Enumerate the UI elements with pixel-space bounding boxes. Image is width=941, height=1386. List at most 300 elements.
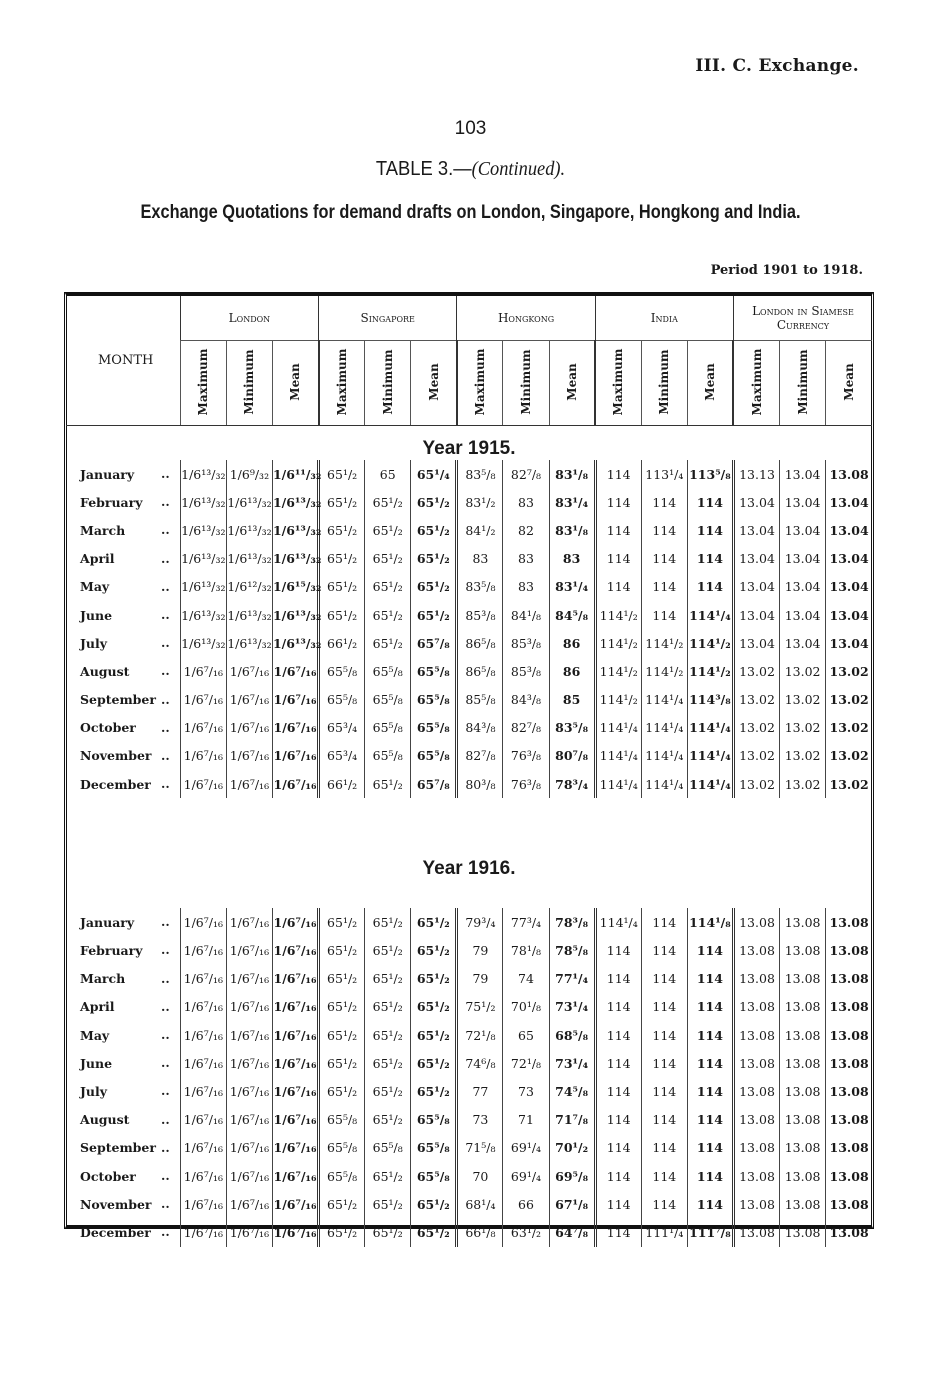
value-cell-siamese-currency-mean: 13.08 [826,908,872,936]
value-cell-hongkong-minimum: 65 [503,1021,549,1049]
value-cell-london-mean: 1/6⁷/₁₆ [272,936,318,964]
value-cell-siamese-currency-minimum: 13.02 [780,714,826,742]
value-cell-london-minimum: 1/6¹³/₃₂ [226,601,272,629]
value-cell-india-minimum: 114 [641,1021,687,1049]
value-cell-hongkong-mean: 86 [549,657,595,685]
value-cell-india-mean: 114 [687,1106,733,1134]
value-cell-singapore-minimum: 65¹/₂ [365,1077,411,1105]
value-cell-hongkong-mean: 78⁵/₈ [549,936,595,964]
table-row [66,545,872,573]
month-cell [66,1162,180,1190]
value-cell-london-maximum: 1/6⁷/₁₆ [180,1077,226,1105]
value-cell-singapore-maximum: 65¹/₂ [319,516,365,544]
leader-dots: .. [161,635,170,651]
leader-dots: .. [161,663,170,679]
subheader-singapore-mean: Mean [411,341,457,426]
value-cell-india-maximum: 114 [595,1077,641,1105]
value-cell-india-mean: 114¹/₄ [687,714,733,742]
value-cell-singapore-maximum: 65¹/₂ [319,488,365,516]
value-cell-india-minimum: 114¹/₂ [641,657,687,685]
value-cell-london-maximum: 1/6⁷/₁₆ [180,1021,226,1049]
value-cell-london-maximum: 1/6¹³/₃₂ [180,460,226,488]
month-cell [66,460,180,488]
value-cell-siamese-currency-mean: 13.04 [826,601,872,629]
table-row [66,1077,872,1105]
value-cell-siamese-currency-maximum: 13.08 [733,1049,779,1077]
month-cell [66,573,180,601]
value-cell-siamese-currency-minimum: 13.04 [780,545,826,573]
value-cell-india-minimum: 111¹/₄ [641,1218,687,1246]
value-cell-hongkong-maximum: 79 [457,936,503,964]
value-cell-siamese-currency-mean: 13.04 [826,545,872,573]
value-cell-hongkong-minimum: 84¹/₈ [503,601,549,629]
subheader-hongkong-minimum: Minimum [503,341,549,426]
value-cell-siamese-currency-maximum: 13.08 [733,965,779,993]
value-cell-london-minimum: 1/6⁷/₁₆ [226,908,272,936]
value-cell-india-minimum: 114¹/₄ [641,714,687,742]
value-cell-hongkong-maximum: 83¹/₂ [457,488,503,516]
value-cell-london-mean: 1/6⁷/₁₆ [272,1162,318,1190]
value-cell-siamese-currency-minimum: 13.04 [780,516,826,544]
value-cell-india-maximum: 114¹/₂ [595,686,641,714]
value-cell-singapore-minimum: 65¹/₂ [365,1162,411,1190]
value-cell-london-minimum: 1/6⁷/₁₆ [226,770,272,798]
value-cell-hongkong-maximum: 71⁵/₈ [457,1134,503,1162]
value-cell-singapore-minimum: 65¹/₂ [365,993,411,1021]
value-cell-siamese-currency-mean: 13.02 [826,657,872,685]
value-cell-india-maximum: 114 [595,1106,641,1134]
value-cell-london-mean: 1/6⁷/₁₆ [272,657,318,685]
value-cell-london-minimum: 1/6⁷/₁₆ [226,1049,272,1077]
value-cell-london-mean: 1/6⁷/₁₆ [272,1106,318,1134]
value-cell-siamese-currency-maximum: 13.08 [733,1106,779,1134]
value-cell-singapore-mean: 65⁵/₈ [411,1162,457,1190]
value-cell-hongkong-minimum: 76³/₈ [503,770,549,798]
value-cell-singapore-maximum: 65³/₄ [319,714,365,742]
subheader-india-minimum: Minimum [641,341,687,426]
value-cell-singapore-minimum: 65⁵/₈ [365,742,411,770]
value-cell-hongkong-maximum: 85⁵/₈ [457,686,503,714]
value-cell-london-maximum: 1/6⁷/₁₆ [180,936,226,964]
value-cell-india-mean: 114 [687,545,733,573]
leader-dots: .. [161,691,170,707]
leader-dots: .. [161,776,170,792]
value-cell-london-mean: 1/6¹³/₃₂ [272,516,318,544]
value-cell-india-maximum: 114¹/₄ [595,714,641,742]
value-cell-india-mean: 114 [687,573,733,601]
month-cell [66,770,180,798]
table-row [66,1049,872,1077]
value-cell-london-maximum: 1/6⁷/₁₆ [180,993,226,1021]
value-cell-singapore-maximum: 65¹/₂ [319,573,365,601]
value-cell-london-maximum: 1/6¹³/₃₂ [180,601,226,629]
table-row [66,686,872,714]
value-cell-hongkong-mean: 73¹/₄ [549,993,595,1021]
value-cell-siamese-currency-mean: 13.08 [826,460,872,488]
value-cell-singapore-mean: 65¹/₂ [411,1218,457,1246]
table-row [66,742,872,770]
value-cell-india-mean: 111⁷/₈ [687,1218,733,1246]
value-cell-london-mean: 1/6¹³/₃₂ [272,545,318,573]
value-cell-siamese-currency-maximum: 13.08 [733,1021,779,1049]
value-cell-siamese-currency-maximum: 13.04 [733,545,779,573]
value-cell-india-maximum: 114¹/₂ [595,657,641,685]
leader-dots: .. [161,578,170,594]
leader-dots: .. [161,970,170,986]
value-cell-hongkong-maximum: 75¹/₂ [457,993,503,1021]
value-cell-london-maximum: 1/6⁷/₁₆ [180,1134,226,1162]
value-cell-siamese-currency-maximum: 13.02 [733,770,779,798]
value-cell-india-minimum: 114 [641,1162,687,1190]
value-cell-hongkong-maximum: 70 [457,1162,503,1190]
value-cell-singapore-maximum: 65¹/₂ [319,908,365,936]
value-cell-singapore-maximum: 65⁵/₈ [319,1134,365,1162]
value-cell-siamese-currency-mean: 13.08 [826,1049,872,1077]
value-cell-siamese-currency-minimum: 13.02 [780,770,826,798]
value-cell-singapore-maximum: 65¹/₂ [319,1190,365,1218]
subheader-india-maximum: Maximum [595,341,641,426]
month-cell [66,657,180,685]
value-cell-siamese-currency-minimum: 13.08 [780,965,826,993]
value-cell-hongkong-maximum: 86⁵/₈ [457,629,503,657]
table-row [66,1190,872,1218]
value-cell-india-mean: 114 [687,965,733,993]
value-cell-london-maximum: 1/6⁷/₁₆ [180,908,226,936]
value-cell-london-mean: 1/6¹⁵/₃₂ [272,573,318,601]
value-cell-london-minimum: 1/6⁷/₁₆ [226,1190,272,1218]
value-cell-hongkong-maximum: 66¹/₈ [457,1218,503,1246]
value-cell-hongkong-minimum: 69¹/₄ [503,1134,549,1162]
value-cell-india-maximum: 114 [595,1021,641,1049]
value-cell-siamese-currency-mean: 13.04 [826,573,872,601]
value-cell-singapore-minimum: 65 [365,460,411,488]
month-label: February [80,494,143,510]
value-cell-london-mean: 1/6¹³/₃₂ [272,488,318,516]
value-cell-hongkong-maximum: 83⁵/₈ [457,460,503,488]
table-row [66,1218,872,1246]
value-cell-singapore-minimum: 65¹/₂ [365,1106,411,1134]
value-cell-hongkong-minimum: 71 [503,1106,549,1134]
value-cell-singapore-mean: 65¹/₂ [411,1077,457,1105]
leader-dots: .. [161,1139,170,1155]
value-cell-siamese-currency-maximum: 13.08 [733,1218,779,1246]
value-cell-singapore-mean: 65¹/₂ [411,516,457,544]
value-cell-india-mean: 114¹/₄ [687,770,733,798]
value-cell-hongkong-mean: 83¹/₈ [549,460,595,488]
value-cell-siamese-currency-maximum: 13.04 [733,516,779,544]
value-cell-siamese-currency-maximum: 13.02 [733,686,779,714]
section-heading: III. C. Exchange. [695,56,859,76]
value-cell-siamese-currency-mean: 13.08 [826,1106,872,1134]
value-cell-india-mean: 114 [687,1134,733,1162]
value-cell-london-maximum: 1/6⁷/₁₆ [180,1162,226,1190]
leader-dots: .. [161,550,170,566]
value-cell-india-minimum: 114 [641,1190,687,1218]
month-cell [66,1190,180,1218]
value-cell-india-mean: 114 [687,1190,733,1218]
value-cell-siamese-currency-mean: 13.02 [826,686,872,714]
value-cell-singapore-mean: 65⁷/₈ [411,629,457,657]
table-row [66,770,872,798]
value-cell-london-minimum: 1/6⁷/₁₆ [226,1106,272,1134]
value-cell-singapore-maximum: 65¹/₂ [319,601,365,629]
leader-dots: .. [161,747,170,763]
table-row [66,516,872,544]
value-cell-hongkong-maximum: 79³/₄ [457,908,503,936]
value-cell-hongkong-minimum: 82⁷/₈ [503,460,549,488]
value-cell-siamese-currency-maximum: 13.04 [733,573,779,601]
subheader-india-mean: Mean [687,341,733,426]
table-row [66,488,872,516]
value-cell-india-maximum: 114 [595,545,641,573]
value-cell-london-minimum: 1/6⁷/₁₆ [226,1077,272,1105]
value-cell-london-mean: 1/6⁷/₁₆ [272,686,318,714]
value-cell-singapore-maximum: 65¹/₂ [319,545,365,573]
exchange-table [66,296,872,1247]
leader-dots: .. [161,1083,170,1099]
value-cell-siamese-currency-mean: 13.08 [826,1218,872,1246]
value-cell-siamese-currency-minimum: 13.02 [780,657,826,685]
month-label: September [80,692,156,708]
subheader-siamese-currency-maximum: Maximum [733,341,779,426]
value-cell-india-maximum: 114 [595,1049,641,1077]
value-cell-hongkong-mean: 78³/₈ [549,908,595,936]
value-cell-siamese-currency-maximum: 13.08 [733,993,779,1021]
value-cell-hongkong-minimum: 70¹/₈ [503,993,549,1021]
table-row [66,965,872,993]
value-cell-london-maximum: 1/6¹³/₃₂ [180,516,226,544]
value-cell-india-mean: 114¹/₈ [687,908,733,936]
value-cell-singapore-maximum: 66¹/₂ [319,770,365,798]
value-cell-siamese-currency-minimum: 13.08 [780,1162,826,1190]
table-row [66,573,872,601]
value-cell-siamese-currency-minimum: 13.02 [780,686,826,714]
value-cell-india-minimum: 114 [641,516,687,544]
value-cell-london-minimum: 1/6⁹/₃₂ [226,460,272,488]
value-cell-london-maximum: 1/6¹³/₃₂ [180,545,226,573]
value-cell-india-mean: 114¹/₄ [687,601,733,629]
month-label: November [80,1196,152,1212]
month-cell [66,1021,180,1049]
leader-dots: .. [161,606,170,622]
value-cell-india-maximum: 114¹/₂ [595,629,641,657]
value-cell-india-mean: 114 [687,488,733,516]
value-cell-hongkong-minimum: 73 [503,1077,549,1105]
value-cell-hongkong-minimum: 83 [503,488,549,516]
value-cell-siamese-currency-minimum: 13.08 [780,936,826,964]
value-cell-india-minimum: 114 [641,1106,687,1134]
month-cell [66,629,180,657]
value-cell-india-maximum: 114 [595,1134,641,1162]
group-header-london: London [180,296,318,341]
table-title [38,158,904,181]
value-cell-london-minimum: 1/6¹²/₃₂ [226,573,272,601]
value-cell-hongkong-minimum: 69¹/₄ [503,1162,549,1190]
value-cell-india-minimum: 114 [641,573,687,601]
group-header-siamese-currency: London in Siamese Currency [733,296,872,341]
subheader-hongkong-maximum: Maximum [457,341,503,426]
value-cell-india-maximum: 114 [595,1218,641,1246]
value-cell-london-mean: 1/6¹³/₃₂ [272,601,318,629]
value-cell-london-mean: 1/6⁷/₁₆ [272,1021,318,1049]
value-cell-london-maximum: 1/6⁷/₁₆ [180,1190,226,1218]
table-row [66,1106,872,1134]
leader-dots: .. [161,1196,170,1212]
value-cell-london-maximum: 1/6¹³/₃₂ [180,573,226,601]
value-cell-siamese-currency-mean: 13.02 [826,742,872,770]
value-cell-india-mean: 114 [687,1077,733,1105]
value-cell-london-maximum: 1/6¹³/₃₂ [180,488,226,516]
value-cell-london-minimum: 1/6⁷/₁₆ [226,686,272,714]
value-cell-siamese-currency-maximum: 13.04 [733,629,779,657]
value-cell-singapore-mean: 65⁵/₈ [411,742,457,770]
value-cell-london-mean: 1/6⁷/₁₆ [272,1077,318,1105]
value-cell-singapore-minimum: 65¹/₂ [365,573,411,601]
value-cell-siamese-currency-maximum: 13.08 [733,1162,779,1190]
value-cell-india-maximum: 114¹/₄ [595,770,641,798]
value-cell-hongkong-maximum: 73 [457,1106,503,1134]
value-cell-siamese-currency-minimum: 13.08 [780,1106,826,1134]
value-cell-singapore-mean: 65¹/₂ [411,936,457,964]
value-cell-india-maximum: 114 [595,1162,641,1190]
table-row [66,908,872,936]
value-cell-singapore-mean: 65¹/₂ [411,1190,457,1218]
value-cell-singapore-minimum: 65⁵/₈ [365,657,411,685]
value-cell-siamese-currency-maximum: 13.08 [733,1134,779,1162]
month-label: April [80,551,115,567]
leader-dots: .. [161,1167,170,1183]
value-cell-hongkong-mean: 83¹/₄ [549,488,595,516]
value-cell-hongkong-mean: 70¹/₂ [549,1134,595,1162]
value-cell-siamese-currency-maximum: 13.08 [733,936,779,964]
subheader-hongkong-mean: Mean [549,341,595,426]
value-cell-siamese-currency-minimum: 13.08 [780,1021,826,1049]
value-cell-london-mean: 1/6⁷/₁₆ [272,1049,318,1077]
value-cell-hongkong-minimum: 85³/₈ [503,629,549,657]
value-cell-london-minimum: 1/6⁷/₁₆ [226,936,272,964]
group-header-singapore: Singapore [319,296,457,341]
value-cell-hongkong-minimum: 66 [503,1190,549,1218]
value-cell-siamese-currency-maximum: 13.04 [733,601,779,629]
table-row [66,714,872,742]
table-row [66,993,872,1021]
leader-dots: .. [161,719,170,735]
value-cell-siamese-currency-minimum: 13.08 [780,1218,826,1246]
month-cell [66,965,180,993]
month-label: May [80,1027,110,1043]
value-cell-hongkong-mean: 74⁵/₈ [549,1077,595,1105]
table-row [66,1162,872,1190]
value-cell-siamese-currency-mean: 13.08 [826,1077,872,1105]
value-cell-india-minimum: 114¹/₄ [641,686,687,714]
value-cell-singapore-minimum: 65⁵/₈ [365,1134,411,1162]
value-cell-siamese-currency-mean: 13.04 [826,516,872,544]
table-row [66,601,872,629]
value-cell-hongkong-maximum: 85³/₈ [457,601,503,629]
month-label: August [80,663,130,679]
value-cell-india-mean: 114¹/₄ [687,742,733,770]
value-cell-singapore-maximum: 65¹/₂ [319,1218,365,1246]
month-cell [66,516,180,544]
value-cell-india-mean: 114 [687,1049,733,1077]
value-cell-siamese-currency-mean: 13.08 [826,1134,872,1162]
subheader-siamese-currency-minimum: Minimum [780,341,826,426]
value-cell-london-mean: 1/6⁷/₁₆ [272,714,318,742]
value-cell-hongkong-maximum: 84³/₈ [457,714,503,742]
month-label: June [80,1055,113,1071]
value-cell-singapore-minimum: 65¹/₂ [365,965,411,993]
table-row [66,657,872,685]
month-cell [66,686,180,714]
month-cell [66,1218,180,1246]
value-cell-singapore-maximum: 65⁵/₈ [319,1162,365,1190]
value-cell-singapore-mean: 65⁵/₈ [411,1134,457,1162]
value-cell-london-minimum: 1/6¹³/₃₂ [226,488,272,516]
value-cell-india-minimum: 114¹/₄ [641,742,687,770]
month-label: April [80,999,115,1015]
leader-dots: .. [161,998,170,1014]
value-cell-hongkong-mean: 77¹/₄ [549,965,595,993]
month-label: January [80,914,135,930]
value-cell-hongkong-minimum: 74 [503,965,549,993]
value-cell-hongkong-maximum: 77 [457,1077,503,1105]
value-cell-siamese-currency-minimum: 13.08 [780,993,826,1021]
value-cell-singapore-minimum: 65¹/₂ [365,908,411,936]
value-cell-siamese-currency-minimum: 13.08 [780,1190,826,1218]
month-label: May [80,579,110,595]
month-label: October [80,1168,136,1184]
value-cell-india-maximum: 114¹/₄ [595,908,641,936]
month-label: December [80,776,151,792]
value-cell-singapore-mean: 65¹/₂ [411,601,457,629]
value-cell-singapore-mean: 65¹/₂ [411,965,457,993]
value-cell-london-mean: 1/6⁷/₁₆ [272,993,318,1021]
subheader-singapore-minimum: Minimum [365,341,411,426]
value-cell-hongkong-maximum: 84¹/₂ [457,516,503,544]
value-cell-india-mean: 114¹/₂ [687,629,733,657]
page-number: 103 [454,118,487,139]
subheader-london-mean: Mean [272,341,318,426]
value-cell-india-mean: 114¹/₂ [687,657,733,685]
value-cell-singapore-minimum: 65¹/₂ [365,545,411,573]
value-cell-singapore-minimum: 65¹/₂ [365,936,411,964]
value-cell-hongkong-mean: 64⁷/₈ [549,1218,595,1246]
value-cell-singapore-mean: 65¹/₂ [411,1049,457,1077]
value-cell-india-maximum: 114¹/₂ [595,601,641,629]
value-cell-london-maximum: 1/6⁷/₁₆ [180,657,226,685]
value-cell-singapore-maximum: 65¹/₂ [319,460,365,488]
month-cell [66,1134,180,1162]
value-cell-singapore-maximum: 65¹/₂ [319,936,365,964]
value-cell-singapore-minimum: 65¹/₂ [365,1218,411,1246]
subheader-london-minimum: Minimum [226,341,272,426]
value-cell-london-minimum: 1/6⁷/₁₆ [226,965,272,993]
value-cell-singapore-maximum: 65¹/₂ [319,1077,365,1105]
value-cell-india-minimum: 114¹/₄ [641,770,687,798]
value-cell-singapore-maximum: 65⁵/₈ [319,657,365,685]
value-cell-london-mean: 1/6¹¹/₃₂ [272,460,318,488]
value-cell-india-minimum: 114 [641,993,687,1021]
month-cell [66,993,180,1021]
value-cell-london-maximum: 1/6⁷/₁₆ [180,1049,226,1077]
month-cell [66,601,180,629]
value-cell-hongkong-maximum: 72¹/₈ [457,1021,503,1049]
month-label: March [80,971,126,987]
value-cell-london-maximum: 1/6⁷/₁₆ [180,965,226,993]
value-cell-singapore-minimum: 65⁵/₈ [365,686,411,714]
value-cell-singapore-minimum: 65¹/₂ [365,516,411,544]
value-cell-siamese-currency-minimum: 13.08 [780,908,826,936]
